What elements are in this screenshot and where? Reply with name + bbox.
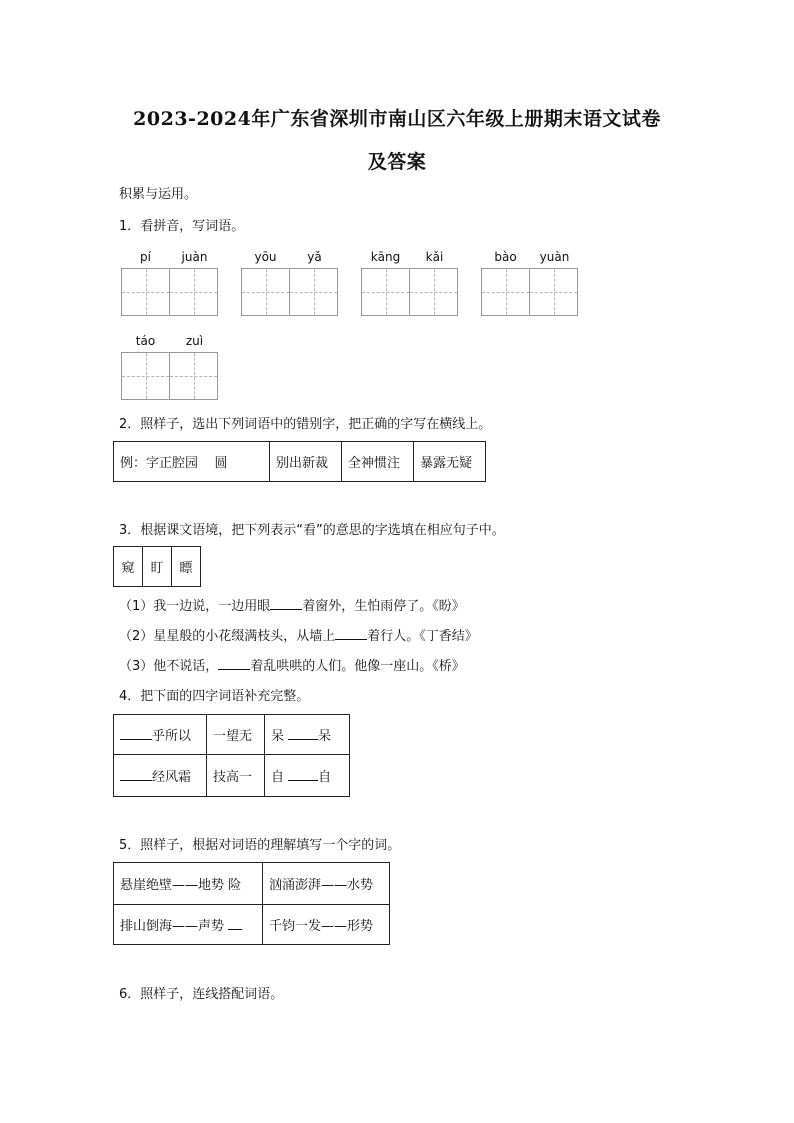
q2-word: 全神惯注 — [342, 442, 414, 482]
q2-prompt: 2．照样子，选出下列词语中的错别字，把正确的字写在横线上。 — [119, 417, 492, 432]
pinyin: bào — [494, 250, 517, 264]
q3-char: 盯 — [143, 547, 172, 587]
q4-table — [113, 714, 350, 797]
pinyin: kǎi — [425, 250, 444, 264]
q4-cell — [265, 755, 350, 797]
q3-s3-text: （3）他不说话， — [119, 659, 219, 674]
q3-s2-text: （2）星星般的小花缀满枝头，从墙上 — [119, 629, 336, 644]
q2-word: 别出新裁 — [270, 442, 342, 482]
q5-cell — [263, 905, 390, 945]
q5-text: 排山倒海——声势 — [120, 919, 225, 934]
q1-item-4 — [481, 250, 579, 316]
q3-s1-text: 着窗外，生怕雨停了。《盼》 — [302, 599, 465, 614]
pinyin: yōu — [254, 250, 277, 264]
q5-text: 汹涌澎湃——水势 — [269, 878, 374, 893]
answer-blank[interactable] — [270, 597, 302, 610]
q4-text: 一望无 — [213, 729, 253, 744]
q1-item-2 — [241, 250, 339, 316]
q5-text: 千钧一发——形势 — [269, 919, 374, 934]
pinyin: pí — [140, 250, 151, 264]
q3-sentence-1 — [119, 597, 465, 616]
pinyin: kāng — [370, 250, 401, 264]
q4-cell — [114, 755, 207, 797]
q2-example-cell — [114, 442, 270, 482]
q4-text: 乎所以 — [152, 729, 192, 744]
answer-blank[interactable] — [335, 627, 367, 640]
q4-cell — [207, 755, 265, 797]
q4-text: 自 — [318, 770, 332, 785]
writing-grid[interactable] — [481, 268, 578, 316]
q4-text: 呆 — [271, 729, 285, 744]
answer-blank[interactable] — [120, 768, 152, 781]
pinyin: yuàn — [539, 250, 570, 264]
page-title-line2: 及答案 — [367, 151, 427, 173]
q4-cell — [114, 715, 207, 755]
q3-s2-text: 着行人。《丁香结》 — [367, 629, 478, 644]
q5-prompt: 5．照样子，根据对词语的理解填写一个字的词。 — [119, 838, 401, 853]
q3-char-table — [113, 546, 201, 587]
q3-sentence-3 — [119, 657, 465, 676]
q5-cell — [263, 863, 390, 905]
q6-prompt: 6．照样子，连线搭配词语。 — [119, 987, 284, 1002]
page-title: 2023-2024年广东省深圳市南山区六年级上册期末语文试卷 — [133, 108, 661, 130]
section-heading: 积累与运用。 — [119, 187, 198, 202]
q3-s1-text: （1）我一边说，一边用眼 — [119, 599, 271, 614]
q2-table — [113, 441, 486, 482]
answer-blank[interactable] — [288, 768, 318, 781]
q4-text: 经风霜 — [152, 770, 192, 785]
q2-word: 暴露无疑 — [414, 442, 486, 482]
q4-cell — [207, 715, 265, 755]
q1-item-5 — [121, 334, 219, 400]
q3-sentence-2 — [119, 627, 478, 646]
q4-text: 呆 — [318, 729, 332, 744]
q3-s3-text: 着乱哄哄的人们。他像一座山。《桥》 — [250, 659, 465, 674]
pinyin: táo — [135, 334, 156, 348]
pinyin: zuì — [185, 334, 204, 348]
pinyin: juàn — [181, 250, 208, 264]
pinyin: yǎ — [307, 250, 322, 264]
answer-blank[interactable] — [288, 727, 318, 740]
q2-example-answer: 圆 — [214, 456, 228, 471]
q5-cell: 悬崖绝壁——地势 险 — [114, 863, 263, 905]
writing-grid[interactable] — [121, 352, 218, 400]
q4-prompt: 4．把下面的四字词语补充完整。 — [119, 689, 310, 704]
q4-cell — [265, 715, 350, 755]
q5-table — [113, 862, 390, 945]
q3-char: 瞟 — [172, 547, 201, 587]
writing-grid[interactable] — [121, 268, 218, 316]
q1-item-3 — [361, 250, 459, 316]
q1-prompt: 1．看拼音，写词语。 — [119, 219, 245, 234]
writing-grid[interactable] — [361, 268, 458, 316]
q1-item-1 — [121, 250, 219, 316]
q3-prompt: 3．根据课文语境，把下列表示“看”的意思的字选填在相应句子中。 — [119, 523, 505, 538]
q5-cell — [114, 905, 263, 945]
q3-char: 窥 — [114, 547, 143, 587]
q4-text: 技高一 — [213, 770, 253, 785]
q4-text: 自 — [271, 770, 285, 785]
answer-blank[interactable] — [120, 727, 152, 740]
answer-blank[interactable] — [218, 657, 250, 670]
writing-grid[interactable] — [241, 268, 338, 316]
q2-example: 例：字正腔园 — [120, 456, 199, 471]
answer-blank[interactable] — [228, 917, 242, 930]
